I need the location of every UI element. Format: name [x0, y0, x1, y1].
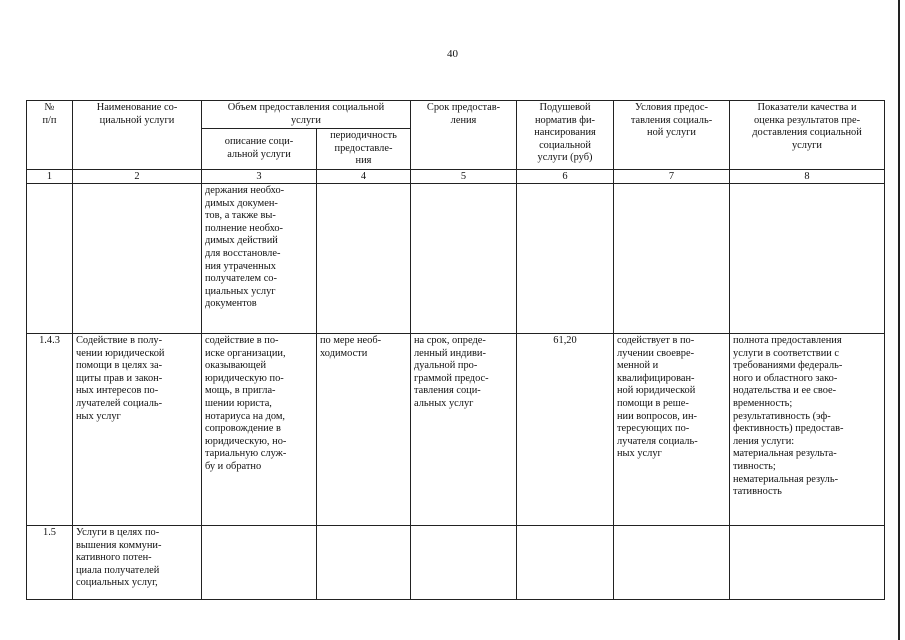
row-description: держания необхо- димых докумен- тов, а также вы- полнение необхо- димых действий для восстановле- ния утраченных получателем со- циальных услуг документов: [202, 183, 317, 333]
column-number: 4: [317, 169, 411, 183]
header-row-1: [27, 101, 885, 129]
header-name: Наименование со- циальной услуги: [73, 101, 202, 170]
row-periodicity: [317, 525, 411, 599]
column-number: 5: [411, 169, 517, 183]
page-number: 40: [447, 48, 458, 60]
row-num: 1.4.3: [27, 333, 73, 525]
row-norm: 61,20: [517, 333, 614, 525]
row-num: [27, 183, 73, 333]
scan-edge-line: [898, 0, 900, 640]
row-service-name: [73, 183, 202, 333]
row-norm: [517, 183, 614, 333]
row-conditions: [614, 525, 730, 599]
column-number: 3: [202, 169, 317, 183]
row-quality: [730, 525, 885, 599]
column-number: 1: [27, 169, 73, 183]
row-norm: [517, 525, 614, 599]
header-periodicity: периодичность предоставле- ния: [317, 129, 411, 170]
row-service-name: Услуги в целях по- вышения коммуни- кативного потен- циала получателей социальных услуг,: [73, 525, 202, 599]
row-term: [411, 183, 517, 333]
header-description: описание соци- альной услуги: [202, 129, 317, 170]
header-quality: Показатели качества и оценка результатов пре- доставления социальной услуги: [730, 101, 885, 170]
row-num: 1.5: [27, 525, 73, 599]
table-row: [27, 525, 885, 599]
row-description: [202, 525, 317, 599]
row-conditions: [614, 183, 730, 333]
table-row: [27, 333, 885, 525]
row-quality: [730, 183, 885, 333]
row-description: содействие в по- иске организации, оказывающей юридическую по- мощь, в пригла- шении юриста, нотариуса на дом, сопровождение в юридическую, но- тариальную служ- бу и обратно: [202, 333, 317, 525]
row-quality: полнота предоставления услуги в соответствии с требованиями федераль- ного и областного зако- нодательства и ее свое- временность; результативность (эф- фективность) предостав- ления услуги: материальная результа- тивность; нематериальная резуль- тативность: [730, 333, 885, 525]
row-term: на срок, опреде- ленный индиви- дуальной про- граммой предос- тавления соци- альных услуг: [411, 333, 517, 525]
row-periodicity: [317, 183, 411, 333]
column-number: 8: [730, 169, 885, 183]
column-number: 7: [614, 169, 730, 183]
table-row: [27, 183, 885, 333]
header-conditions: Условия предос- тавления социаль- ной услуги: [614, 101, 730, 170]
row-term: [411, 525, 517, 599]
social-services-table: [26, 100, 885, 600]
column-number: 6: [517, 169, 614, 183]
header-term: Срок предостав- ления: [411, 101, 517, 170]
column-number: 2: [73, 169, 202, 183]
header-num: № п/п: [27, 101, 73, 170]
header-norm: Подушевой норматив фи- нансирования социальной услуги (руб): [517, 101, 614, 170]
row-periodicity: по мере необ- ходимости: [317, 333, 411, 525]
header-volume: Объем предоставления социальной услуги: [202, 101, 411, 129]
row-service-name: Содействие в полу- чении юридической помощи в целях за- щиты прав и закон- ных интересов по- лучателей социаль- ных услуг: [73, 333, 202, 525]
row-conditions: содействует в по- лучении своевре- менной и квалифицирован- ной юридической помощи в реше- нии вопросов, ин- тересующих по- лучателя социаль- ных услуг: [614, 333, 730, 525]
column-number-row: [27, 169, 885, 183]
